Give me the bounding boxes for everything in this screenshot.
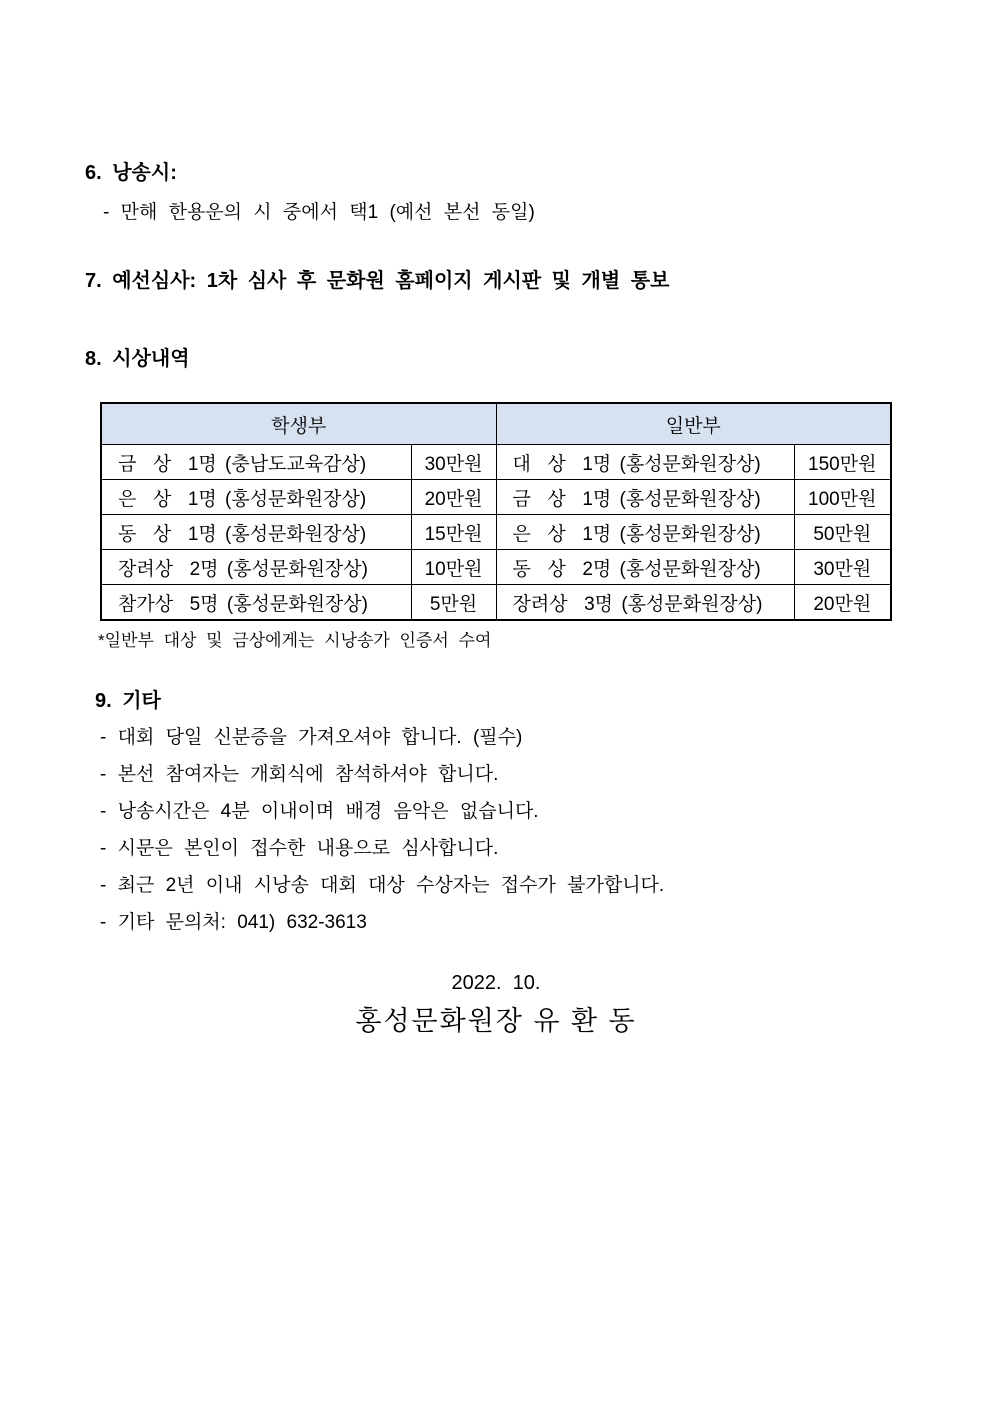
list-item: - 낭송시간은 4분 이내이며 배경 음악은 없습니다. [100,801,539,822]
prize-cell: 동 상 1명 (홍성문화원장상) [101,515,411,550]
amount-cell: 30만원 [794,550,891,585]
list-item: - 대회 당일 신분증을 가져오셔야 합니다. (필수) [100,727,523,748]
prize-cell: 장려상 3명 (홍성문화원장상) [496,585,794,621]
table-row [101,550,891,585]
prize-table-header-row [101,403,891,445]
list-item: - 본선 참여자는 개회식에 참석하셔야 합니다. [100,764,499,785]
table-row [101,445,891,480]
etc-list [0,725,992,936]
amount-cell: 50만원 [794,515,891,550]
amount-cell: 15만원 [411,515,496,550]
list-item: - 최근 2년 이내 시낭송 대회 대상 수상자는 접수가 불가합니다. [100,875,665,896]
amount-cell: 20만원 [794,585,891,621]
amount-cell: 10만원 [411,550,496,585]
table-row [101,515,891,550]
section-6-item: - 만해 한용운의 시 중에서 택1 (예선 본선 동일) [103,202,535,223]
column-header-general: 일반부 [496,403,891,445]
prize-table [100,402,892,621]
amount-cell: 30만원 [411,445,496,480]
column-header-students: 학생부 [101,403,496,445]
section-6-heading: 6. 낭송시: [85,162,177,184]
table-row [101,585,891,621]
table-row [101,480,891,515]
prize-cell: 동 상 2명 (홍성문화원장상) [496,550,794,585]
section-8-heading: 8. 시상내역 [85,348,190,370]
closing-date: 2022. 10. [451,972,541,994]
prize-cell: 참가상 5명 (홍성문화원장상) [101,585,411,621]
prize-cell: 은 상 1명 (홍성문화원장상) [496,515,794,550]
amount-cell: 5만원 [411,585,496,621]
prize-cell: 은 상 1명 (홍성문화원장상) [101,480,411,515]
amount-cell: 100만원 [794,480,891,515]
prize-cell: 장려상 2명 (홍성문화원장상) [101,550,411,585]
prize-cell: 금 상 1명 (충남도교육감상) [101,445,411,480]
table-footnote: *일반부 대상 및 금상에게는 시낭송가 인증서 수여 [98,631,492,650]
list-item: - 기타 문의처: 041) 632-3613 [100,912,367,933]
section-9-heading: 9. 기타 [95,690,161,712]
closing-signature: 홍성문화원장 유 환 동 [355,1006,637,1036]
prize-cell: 금 상 1명 (홍성문화원장상) [496,480,794,515]
amount-cell: 150만원 [794,445,891,480]
prize-cell: 대 상 1명 (홍성문화원장상) [496,445,794,480]
list-item: - 시문은 본인이 접수한 내용으로 심사합니다. [100,838,499,859]
amount-cell: 20만원 [411,480,496,515]
section-7-heading: 7. 예선심사: 1차 심사 후 문화원 홈페이지 게시판 및 개별 통보 [85,270,670,292]
